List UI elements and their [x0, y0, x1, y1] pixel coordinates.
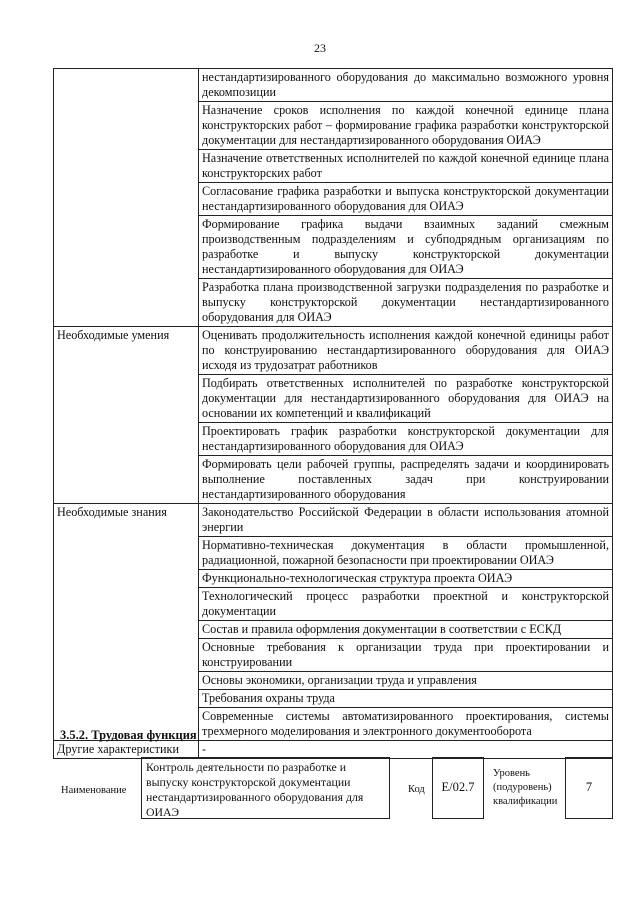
row-description: Подбирать ответственных исполнителей по разработке конструкторской документации для нестандартизированного оборудования для ОИАЭ на основании их компетенций и квалификаций: [199, 375, 613, 423]
table-row: [54, 69, 613, 102]
row-description: Назначение ответственных исполнителей по каждой конечной единице плана конструкторских работ: [199, 150, 613, 183]
row-description: Функционально-технологическая структура проекта ОИАЭ: [199, 570, 613, 588]
page-number: 23: [314, 41, 326, 55]
labor-function-header: [0, 757, 640, 837]
row-description: Формировать цели рабочей группы, распределять задачи и координировать выполнение поставленных задач при конструировании нестандартизированного оборудования: [199, 456, 613, 504]
row-description: Состав и правила оформления документации в соответствии с ЕСКД: [199, 621, 613, 639]
level-label-text: Уровень (подуровень) квалификации: [493, 768, 558, 807]
row-description: Современные системы автоматизированного проектирования, системы трехмерного моделирования и электронного документооборота: [199, 708, 613, 741]
level-value: 7: [565, 757, 613, 819]
row-description: Согласование графика разработки и выпуска конструкторской документации нестандартизированного оборудования для ОИАЭ: [199, 183, 613, 216]
row-description: Оценивать продолжительность исполнения каждой конечной единицы работ по конструированию нестандартизированного оборудования для ОИАЭ исходя из трудозатрат работников: [199, 327, 613, 375]
row-label: Необходимые знания: [54, 504, 199, 741]
row-description: Технологический процесс разработки проектной и конструкторской документации: [199, 588, 613, 621]
row-description: -: [199, 741, 613, 759]
row-label: [54, 69, 199, 327]
row-label: Другие характеристики: [54, 741, 199, 759]
row-description: Законодательство Российской Федерации в области использования атомной энергии: [199, 504, 613, 537]
row-label: Необходимые умения: [54, 327, 199, 504]
competency-table: [53, 68, 613, 759]
code-label: Код: [408, 784, 425, 795]
name-label: Наименование: [61, 785, 127, 796]
row-description: нестандартизированного оборудования до максимально возможного уровня декомпозиции: [199, 69, 613, 102]
row-description: Требования охраны труда: [199, 690, 613, 708]
row-description: Назначение сроков исполнения по каждой конечной единице плана конструкторских работ – формирование графика разработки конструкторской документации для нестандартизированного оборудования ОИАЭ: [199, 102, 613, 150]
row-description: Нормативно-техническая документация в области промышленной, радиационной, пожарной безопасности при проектировании ОИАЭ: [199, 537, 613, 570]
row-description: Формирование графика выдачи взаимных заданий смежным производственным подразделениям и субподрядным организациям по разработке и выпуску конструкторской документации нестандартизированного оборудования для ОИАЭ: [199, 216, 613, 279]
row-description: Проектировать график разработки конструкторской документации для нестандартизированного оборудования для ОИАЭ: [199, 423, 613, 456]
row-description: Разработка плана производственной загрузки подразделения по разработке и выпуску конструкторской документации нестандартизированного оборудования для ОИАЭ: [199, 279, 613, 327]
table-row: [54, 504, 613, 537]
table-row: [54, 327, 613, 375]
row-description: Основные требования к организации труда при проектировании и конструировании: [199, 639, 613, 672]
level-label: [493, 767, 563, 809]
code-value: E/02.7: [432, 757, 484, 819]
row-description: Основы экономики, организации труда и управления: [199, 672, 613, 690]
table-row: [54, 741, 613, 759]
name-value: Контроль деятельности по разработке и выпуску конструкторской документации нестандартизированного оборудования для ОИАЭ: [141, 757, 390, 819]
section-heading: 3.5.2. Трудовая функция: [60, 728, 197, 742]
